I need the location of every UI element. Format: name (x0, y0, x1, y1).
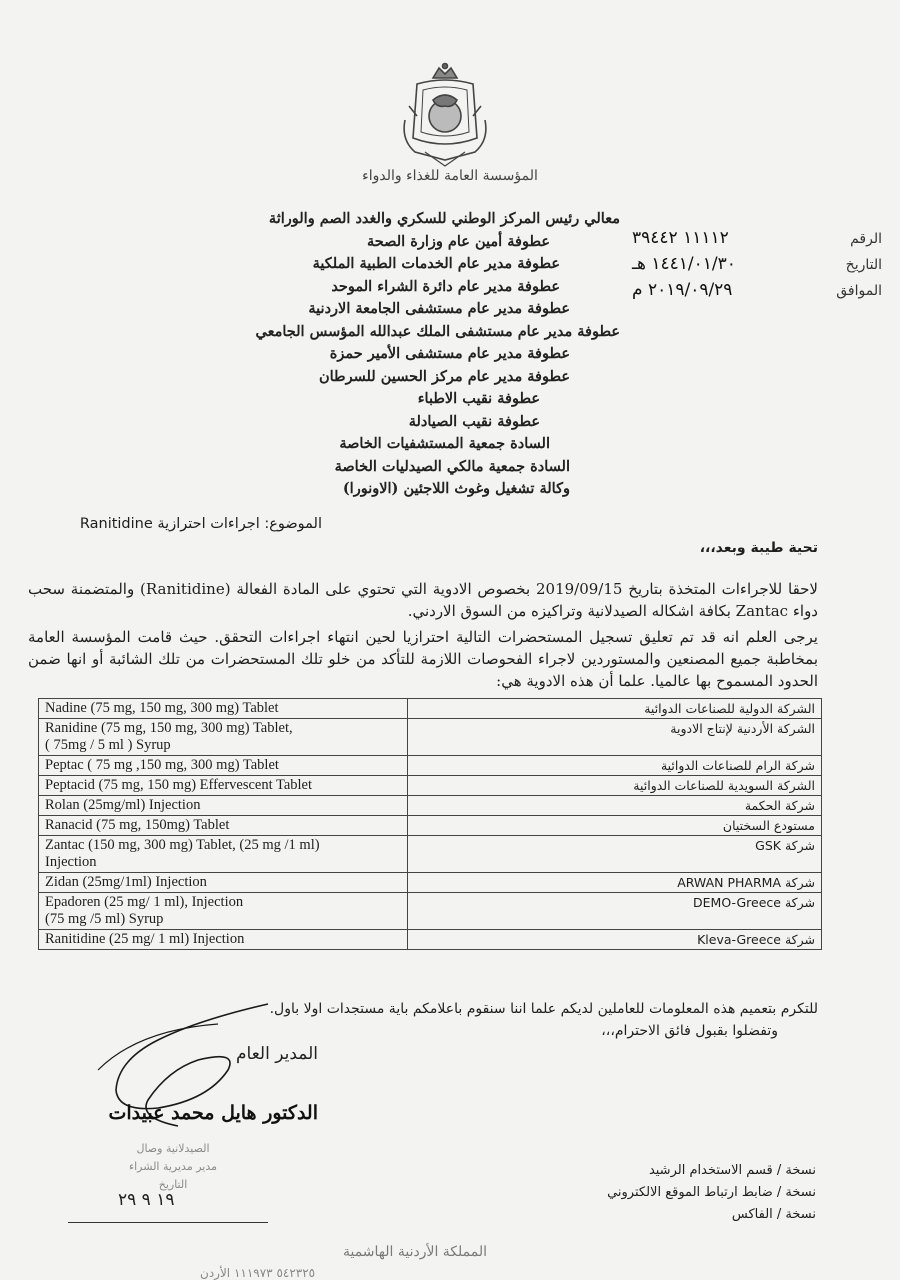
recipient-line: السادة جمعية مالكي الصيدليات الخاصة (334, 457, 570, 475)
recipient-line: وكالة تشغيل وغوث اللاجئين (الاونورا) (342, 480, 570, 497)
copy-line: نسخة / قسم الاستخدام الرشيد (648, 1163, 816, 1178)
closing-line: للتكرم بتعميم هذه المعلومات للعاملين لديكم علما اننا سنقوم باعلامكم باية مستجدات اولا باول. (269, 1001, 818, 1017)
footer-address: ٥٤٢٣٢٥ ١١١٩٧٣ الأردن (200, 1266, 316, 1280)
drug-name-cell: Rolan (25mg/ml) Injection (39, 796, 408, 816)
stamp-line: الصيدلانية وصال (136, 1142, 210, 1155)
jordan-coat-of-arms-icon (395, 60, 495, 170)
manufacturer-cell: شركة الحكمة (408, 796, 822, 816)
recipient-line: عطوفة مدير عام مستشفى الأمير حمزة (329, 345, 570, 362)
footer-country: المملكة الأردنية الهاشمية (342, 1244, 488, 1260)
stamp-divider (68, 1222, 268, 1223)
body-paragraph-1: لاحقا للاجراءات المتخذة بتاريخ 2019/09/15 بخصوص الادوية التي تحتوي على المادة الفعالة (Ranitidine) والمتضمنة سحب دواء Zantac بكافة اشكاله الصيدلانية وتراكيزه من السوق الاردني. (28, 580, 818, 620)
recipient-line: عطوفة نقيب الصيادلة (408, 412, 540, 430)
drug-table-row (39, 699, 822, 719)
signature-title: المدير العام (236, 1044, 318, 1064)
drug-table-row (39, 893, 822, 930)
manufacturer-cell: شركة DEMO-Greece (408, 893, 822, 930)
drug-name-cell: Ranidine (75 mg, 150 mg, 300 mg) Tablet, ( 75mg / 5 ml ) Syrup (39, 719, 408, 756)
manufacturer-cell: شركة GSK (408, 836, 822, 873)
drug-table-row (39, 816, 822, 836)
recipient-line: معالي رئيس المركز الوطني للسكري والغدد الصم والوراثة (268, 210, 620, 227)
signatory-name: الدكتور هايل محمد عبيدات (108, 1102, 318, 1124)
drug-name-cell: Ranacid (75 mg, 150mg) Tablet (39, 816, 408, 836)
organization-name: المؤسسة العامة للغذاء والدواء (362, 168, 538, 184)
recipient-line: عطوفة مدير عام دائرة الشراء الموحد (331, 277, 560, 295)
drug-table-row (39, 719, 822, 756)
manufacturer-cell: مستودع السختيان (408, 816, 822, 836)
recipient-line: عطوفة نقيب الاطباء (417, 390, 540, 407)
gregorian-label: الموافق (836, 283, 882, 299)
drug-name-cell: Zidan (25mg/1ml) Injection (39, 873, 408, 893)
manufacturer-cell: شركة الرام للصناعات الدوائية (408, 756, 822, 776)
gregorian-date: ٢٠١٩/٠٩/٢٩ م (632, 280, 733, 300)
reference-number: ١١١١٢ ٣٩٤٤٢ (632, 228, 729, 248)
drug-name-cell: Ranitidine (25 mg/ 1 ml) Injection (39, 930, 408, 950)
recipient-list (210, 208, 620, 501)
subject-line: الموضوع: اجراءات احترازية Ranitidine (79, 516, 322, 532)
drug-table-row (39, 776, 822, 796)
copies-list (607, 1160, 816, 1226)
recipient-line: عطوفة مدير عام مستشفى الملك عبدالله المؤسس الجامعي (255, 322, 620, 340)
drug-table-row (39, 796, 822, 816)
drug-name-cell: Epadoren (25 mg/ 1 ml), Injection (75 mg /5 ml) Syrup (39, 893, 408, 930)
copy-line: نسخة / ضابط ارتباط الموقع الالكتروني (607, 1185, 816, 1200)
recipient-line: عطوفة مدير عام مستشفى الجامعة الاردنية (308, 300, 570, 317)
drug-table-row (39, 756, 822, 776)
date-label: التاريخ (845, 257, 882, 273)
drug-name-cell: Peptacid (75 mg, 150 mg) Effervescent Tablet (39, 776, 408, 796)
recipient-line: عطوفة مدير عام الخدمات الطبية الملكية (312, 255, 560, 272)
recipient-line: عطوفة مدير عام مركز الحسين للسرطان (318, 367, 570, 385)
recipient-line: السادة جمعية المستشفيات الخاصة (339, 435, 550, 452)
drug-name-cell: Nadine (75 mg, 150 mg, 300 mg) Tablet (39, 699, 408, 719)
hijri-date: ١٤٤١/٠١/٣٠ هـ (632, 254, 736, 274)
copy-line: نسخة / الفاكس (731, 1207, 816, 1222)
regards-line: وتفضلوا بقبول فائق الاحترام،،، (601, 1023, 778, 1039)
greeting: تحية طيبة وبعد،،، (699, 540, 818, 556)
signature-block (28, 1000, 318, 1240)
receipt-stamp (73, 1140, 273, 1194)
drug-table-row (39, 930, 822, 950)
drug-name-cell: Zantac (150 mg, 300 mg) Tablet, (25 mg /1 ml) Injection (39, 836, 408, 873)
stamp-date-label: التاريخ (158, 1178, 188, 1191)
reference-number-label: الرقم (850, 231, 882, 247)
drug-name-cell: Peptac ( 75 mg ,150 mg, 300 mg) Tablet (39, 756, 408, 776)
body-paragraph-2: يرجى العلم انه قد تم تعليق تسجيل المستحضرات التالية احترازيا لحين انتهاء اجراءات التحقق. حيث قامت المؤسسة العامة بمخاطبة جميع المصنعين والمستوردين لاجراء الفحوصات اللازمة للتأكد من خلو تلك المستحضرات من تلك الشائبة أو انها ضمن الحدود المسموح بها عالميا. علما أن هذه الادوية هي: (28, 628, 818, 690)
manufacturer-cell: شركة ARWAN PHARMA (408, 873, 822, 893)
reference-block (632, 228, 882, 306)
drug-table-row (39, 836, 822, 873)
drug-table-row (39, 873, 822, 893)
recipient-line: عطوفة أمين عام وزارة الصحة (367, 232, 550, 250)
stamp-line: مدير مديرية الشراء (128, 1160, 218, 1173)
manufacturer-cell: الشركة السويدية للصناعات الدوائية (408, 776, 822, 796)
stamp-date: ١٩ ٩ ٢٩ (118, 1190, 175, 1210)
drug-table (38, 698, 822, 950)
manufacturer-cell: الشركة الدولية للصناعات الدوائية (408, 699, 822, 719)
manufacturer-cell: الشركة الأردنية لإنتاج الادوية (408, 719, 822, 756)
manufacturer-cell: شركة Kleva-Greece (408, 930, 822, 950)
